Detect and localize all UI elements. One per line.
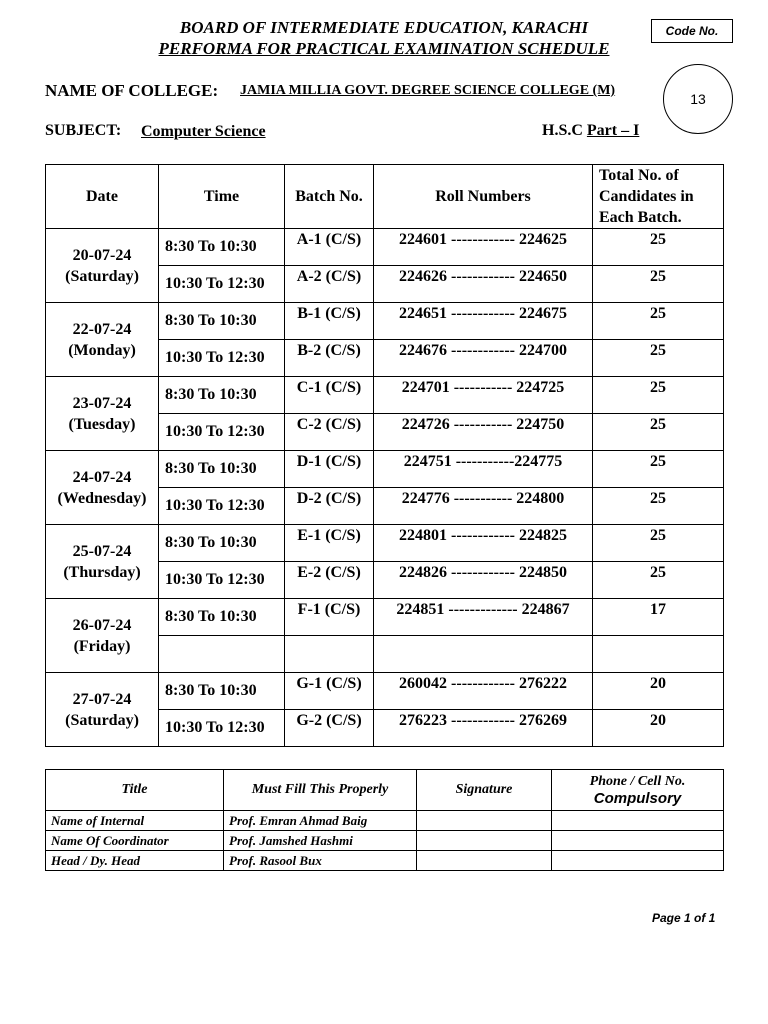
roll-numbers-cell: [374, 636, 593, 673]
candidate-count-cell: 25: [593, 525, 724, 562]
roll-numbers-cell: 260042 ------------ 276222: [374, 673, 593, 710]
day-name: (Tuesday): [68, 415, 136, 433]
subject-label: SUBJECT:: [45, 122, 122, 139]
candidate-count-cell: 20: [593, 710, 724, 747]
hsc-part: [542, 122, 639, 140]
table-row: [46, 451, 724, 488]
code-number-circle: 13: [663, 64, 733, 134]
time-cell: 8:30 To 10:30: [159, 451, 285, 488]
code-number-box: Code No.: [651, 19, 733, 43]
date-value: 24-07-24: [72, 468, 132, 486]
date-cell: [46, 377, 159, 451]
candidate-count-cell: 25: [593, 266, 724, 303]
footer-header-fill: Must Fill This Properly: [224, 770, 417, 811]
role-title-cell: Name of Internal: [46, 811, 224, 831]
batch-cell: E-2 (C/S): [285, 562, 374, 599]
time-cell: 10:30 To 12:30: [159, 266, 285, 303]
day-name: (Wednesday): [57, 489, 147, 507]
performa-subtitle: PERFORMA FOR PRACTICAL EXAMINATION SCHEDULE: [158, 39, 610, 58]
table-row: [46, 599, 724, 636]
date-cell: [46, 451, 159, 525]
roll-numbers-cell: 224626 ------------ 224650: [374, 266, 593, 303]
table-row: [46, 303, 724, 340]
candidate-count-cell: 25: [593, 451, 724, 488]
header-time: Time: [159, 165, 285, 229]
candidate-count-cell: 25: [593, 562, 724, 599]
phone-field[interactable]: [552, 831, 724, 851]
table-row: [46, 229, 724, 266]
schedule-table: [45, 164, 724, 747]
person-name-cell: Prof. Jamshed Hashmi: [224, 831, 417, 851]
date-cell: [46, 229, 159, 303]
candidate-count-cell: 25: [593, 229, 724, 266]
candidate-count-cell: 25: [593, 414, 724, 451]
person-name-cell: Prof. Emran Ahmad Baig: [224, 811, 417, 831]
table-row: [46, 831, 724, 851]
time-cell: 10:30 To 12:30: [159, 562, 285, 599]
roll-numbers-cell: 224601 ------------ 224625: [374, 229, 593, 266]
date-cell: [46, 525, 159, 599]
signature-field[interactable]: [417, 831, 552, 851]
phone-field[interactable]: [552, 851, 724, 871]
header-total-candidates: Total No. of Candidates in Each Batch.: [593, 165, 724, 229]
roll-numbers-cell: 224701 ----------- 224725: [374, 377, 593, 414]
signature-field[interactable]: [417, 811, 552, 831]
candidate-count-cell: 25: [593, 340, 724, 377]
time-cell: 8:30 To 10:30: [159, 599, 285, 636]
batch-cell: B-2 (C/S): [285, 340, 374, 377]
hsc-prefix: H.S.C: [542, 122, 587, 139]
day-name: (Thursday): [63, 563, 141, 581]
batch-cell: F-1 (C/S): [285, 599, 374, 636]
date-value: 26-07-24: [72, 616, 132, 634]
batch-cell: G-1 (C/S): [285, 673, 374, 710]
table-row: [46, 377, 724, 414]
roll-numbers-cell: 224651 ------------ 224675: [374, 303, 593, 340]
date-cell: [46, 599, 159, 673]
roll-numbers-cell: 224801 ------------ 224825: [374, 525, 593, 562]
date-cell: [46, 673, 159, 747]
time-cell: [159, 636, 285, 673]
phone-field[interactable]: [552, 811, 724, 831]
signature-field[interactable]: [417, 851, 552, 871]
compulsory-label: Compulsory: [593, 789, 682, 807]
table-row: [46, 811, 724, 831]
hsc-part-value: Part – I: [586, 122, 640, 139]
role-title-cell: Head / Dy. Head: [46, 851, 224, 871]
roll-numbers-cell: 224751 -----------224775: [374, 451, 593, 488]
candidate-count-cell: 25: [593, 303, 724, 340]
date-value: 20-07-24: [72, 246, 132, 264]
day-name: (Monday): [68, 341, 136, 359]
table-row: [46, 673, 724, 710]
candidate-count-cell: 20: [593, 673, 724, 710]
candidate-count-cell: [593, 636, 724, 673]
day-name: (Saturday): [65, 267, 139, 285]
roll-numbers-cell: 224726 ----------- 224750: [374, 414, 593, 451]
person-name-cell: Prof. Rasool Bux: [224, 851, 417, 871]
time-cell: 8:30 To 10:30: [159, 525, 285, 562]
college-label: NAME OF COLLEGE:: [45, 81, 219, 100]
footer-header-signature: Signature: [417, 770, 552, 811]
phone-label: Phone / Cell No.: [589, 773, 686, 789]
time-cell: 8:30 To 10:30: [159, 673, 285, 710]
day-name: (Saturday): [65, 711, 139, 729]
time-cell: 8:30 To 10:30: [159, 303, 285, 340]
batch-cell: E-1 (C/S): [285, 525, 374, 562]
table-row: [46, 525, 724, 562]
date-value: 23-07-24: [72, 394, 132, 412]
candidate-count-cell: 17: [593, 599, 724, 636]
batch-cell: B-1 (C/S): [285, 303, 374, 340]
date-cell: [46, 303, 159, 377]
time-cell: 10:30 To 12:30: [159, 710, 285, 747]
signature-table: [45, 769, 724, 871]
header-batch: Batch No.: [285, 165, 374, 229]
footer-header-phone: [552, 770, 724, 811]
batch-cell: C-2 (C/S): [285, 414, 374, 451]
batch-cell: [285, 636, 374, 673]
batch-cell: D-2 (C/S): [285, 488, 374, 525]
header-roll-numbers: Roll Numbers: [374, 165, 593, 229]
roll-numbers-cell: 224676 ------------ 224700: [374, 340, 593, 377]
batch-cell: G-2 (C/S): [285, 710, 374, 747]
time-cell: 10:30 To 12:30: [159, 414, 285, 451]
board-title: BOARD OF INTERMEDIATE EDUCATION, KARACHI: [179, 18, 589, 37]
batch-cell: C-1 (C/S): [285, 377, 374, 414]
batch-cell: A-2 (C/S): [285, 266, 374, 303]
roll-numbers-cell: 276223 ------------ 276269: [374, 710, 593, 747]
batch-cell: A-1 (C/S): [285, 229, 374, 266]
header-date: Date: [46, 165, 159, 229]
date-value: 27-07-24: [72, 690, 132, 708]
batch-cell: D-1 (C/S): [285, 451, 374, 488]
subject-name: Computer Science: [141, 123, 266, 140]
time-cell: 10:30 To 12:30: [159, 340, 285, 377]
time-cell: 10:30 To 12:30: [159, 488, 285, 525]
date-value: 22-07-24: [72, 320, 132, 338]
roll-numbers-cell: 224826 ------------ 224850: [374, 562, 593, 599]
role-title-cell: Name Of Coordinator: [46, 831, 224, 851]
candidate-count-cell: 25: [593, 488, 724, 525]
day-name: (Friday): [73, 637, 131, 655]
time-cell: 8:30 To 10:30: [159, 229, 285, 266]
roll-numbers-cell: 224776 ----------- 224800: [374, 488, 593, 525]
footer-header-title: Title: [46, 770, 224, 811]
page-number: Page 1 of 1: [652, 911, 716, 925]
time-cell: 8:30 To 10:30: [159, 377, 285, 414]
table-row: [46, 851, 724, 871]
roll-numbers-cell: 224851 ------------- 224867: [374, 599, 593, 636]
date-value: 25-07-24: [72, 542, 132, 560]
college-name: JAMIA MILLIA GOVT. DEGREE SCIENCE COLLEGE (M): [240, 83, 616, 98]
candidate-count-cell: 25: [593, 377, 724, 414]
